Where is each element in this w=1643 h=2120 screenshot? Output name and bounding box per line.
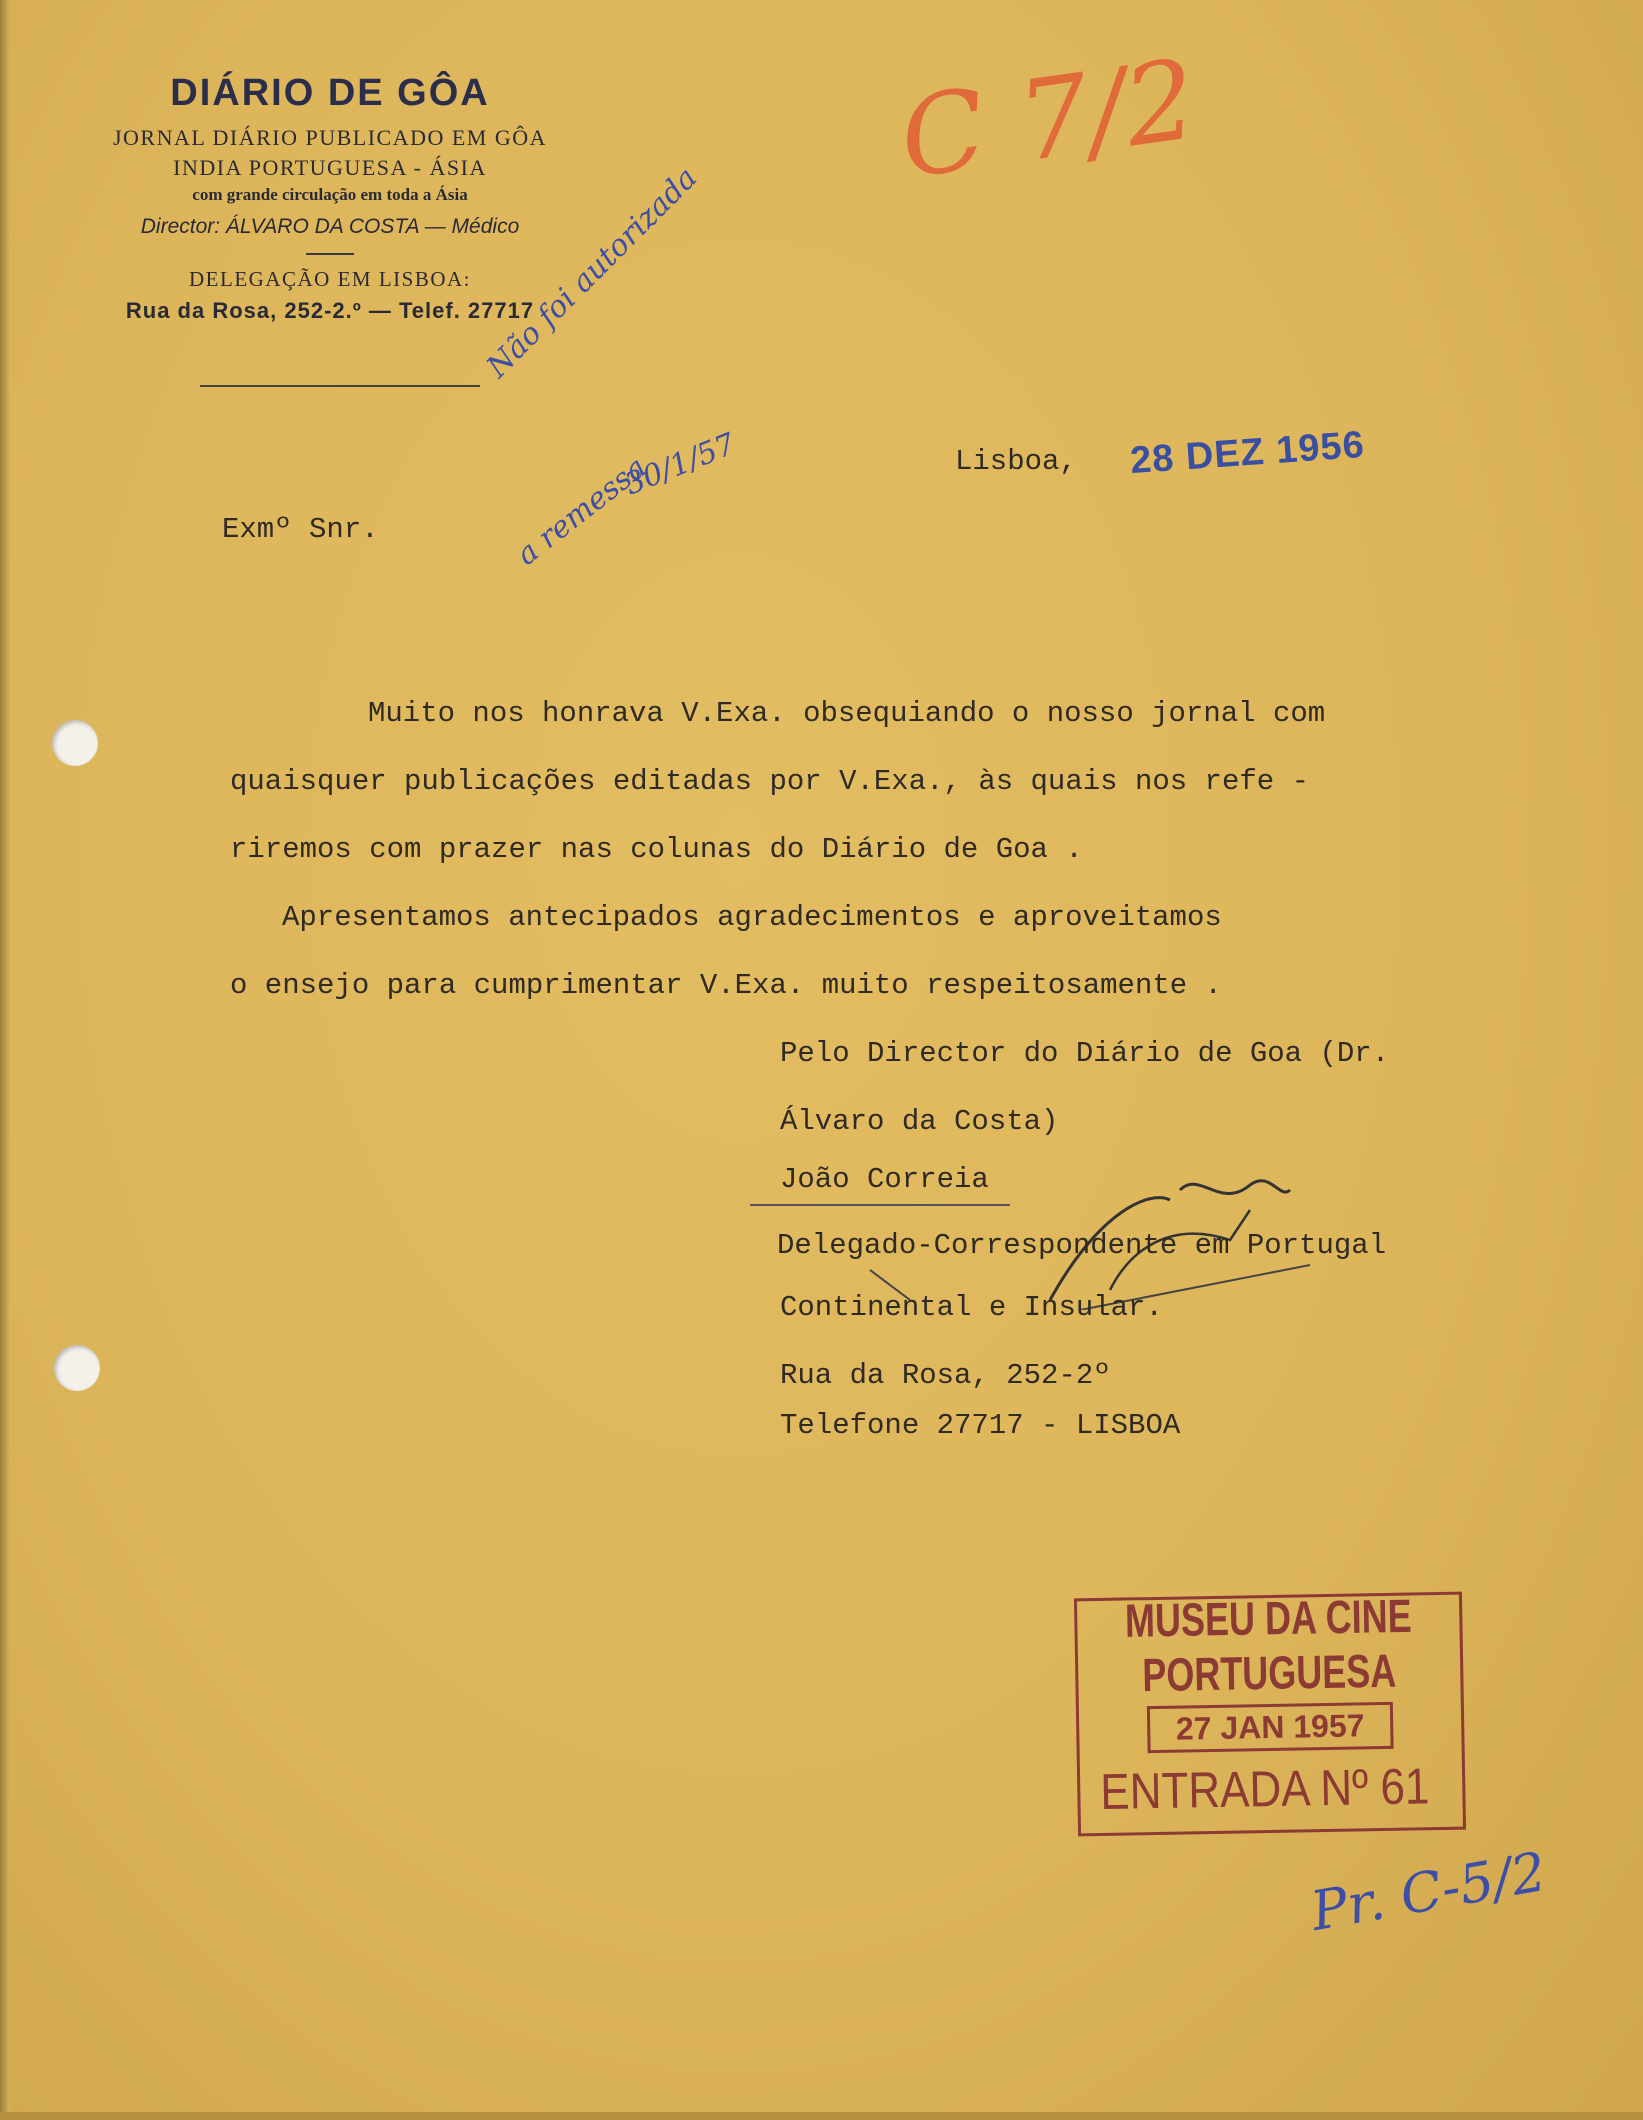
handwritten-note-line-1: Não foi autorizada (480, 160, 705, 385)
date-stamp: 28 DEZ 1956 (1128, 423, 1367, 483)
body-line: quaisquer publicações editadas por V.Exa., às quais nos refe - (230, 765, 1309, 798)
handwritten-note-date: 30/1/57 (620, 426, 741, 503)
paper-edge-bottom (0, 2112, 1643, 2120)
letterhead-director: Director: ÁLVARO DA COSTA — Médico (140, 215, 520, 238)
letterhead-address: Rua da Rosa, 252-2.º — Telef. 27717 (125, 298, 535, 323)
stamp-date: 27 JAN 1957 (1147, 1702, 1394, 1753)
signature-line: Álvaro da Costa) (780, 1105, 1059, 1138)
body-line: riremos com prazer nas colunas do Diário de Goa . (230, 833, 1083, 866)
letterhead-line-1: JORNAL DIÁRIO PUBLICADO EM GÔA (112, 125, 548, 150)
body-line: o ensejo para cumprimentar V.Exa. muito respeitosamente . (230, 969, 1222, 1002)
letterhead (60, 72, 600, 324)
body-line: Muito nos honrava V.Exa. obsequiando o nosso jornal com (368, 697, 1326, 730)
stamp-institution: MUSEU DA CINE PORTUGUESA (1124, 1588, 1413, 1702)
signature-block (777, 1020, 1390, 1460)
letter-body (230, 680, 1325, 1020)
letterhead-divider (306, 253, 354, 255)
signature-address: Rua da Rosa, 252-2º (780, 1359, 1111, 1392)
letterhead-line-3: com grande circulação em toda a Ásia (192, 185, 468, 204)
body-line: Apresentamos antecipados agradecimentos e aproveitamos (282, 901, 1222, 934)
salutation: Exmº Snr. (222, 513, 379, 546)
punch-hole-top (52, 720, 98, 766)
signature-name: João Correia (780, 1163, 989, 1196)
signature-phone: Telefone 27717 - LISBOA (780, 1409, 1181, 1442)
newspaper-title: DIÁRIO DE GÔA (170, 72, 490, 114)
signature-title-2: Continental e Insular. (780, 1291, 1163, 1324)
handwritten-file-code: C 7/2 (892, 35, 1204, 203)
stamp-entry-number: ENTRADA Nº 61 (1099, 1758, 1430, 1821)
letter-place: Lisboa, (955, 445, 1077, 478)
handwritten-reference: Pr. C-5/2 (1306, 1839, 1551, 1944)
paper-edge (0, 0, 10, 2120)
signature-title: Delegado-Correspondente em Portugal (777, 1229, 1387, 1262)
handwritten-note-line-2: a remessa (510, 449, 654, 573)
signature-line: Pelo Director do Diário de Goa (Dr. (780, 1037, 1390, 1070)
museum-entry-stamp (1074, 1588, 1466, 1837)
punch-hole-bottom (54, 1345, 100, 1391)
letterhead-delegation: DELEGAÇÃO EM LISBOA: (189, 267, 471, 291)
letterhead-line-2: INDIA PORTUGUESA - ÁSIA (173, 155, 487, 180)
letterhead-underline (200, 385, 480, 387)
